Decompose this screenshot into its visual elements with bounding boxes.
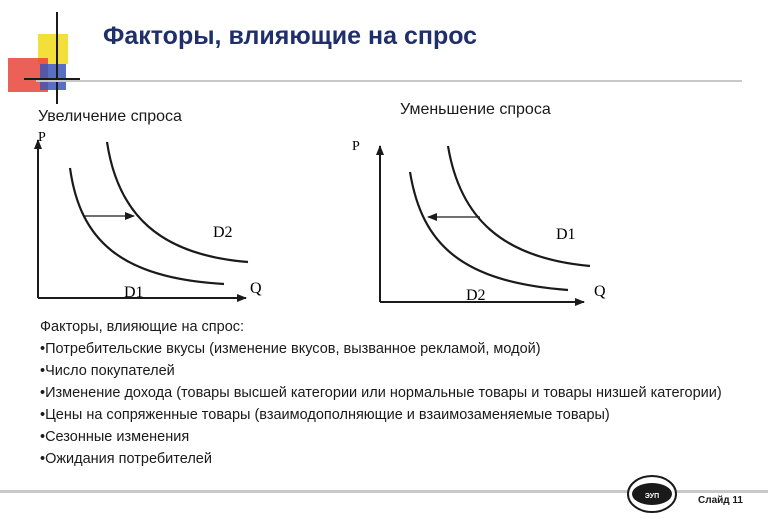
list-item: •Цены на сопряженные товары (взаимодополняющие и взаимозаменяемые товары) xyxy=(40,407,610,423)
increase-curve-label-d1: D1 xyxy=(124,284,144,301)
decrease-chart-title: Уменьшение спроса xyxy=(400,101,551,118)
increase-curve-label-d2: D2 xyxy=(213,224,233,241)
decrease-curve-label-d1: D1 xyxy=(556,226,576,243)
list-item: •Число покупателей xyxy=(40,363,175,379)
increase-chart-title: Увеличение спроса xyxy=(38,108,182,125)
increase-curve-d2 xyxy=(107,142,248,262)
list-item: •Сезонные изменения xyxy=(40,429,190,445)
decrease-y-label: P xyxy=(352,139,360,154)
decrease-curve-d2 xyxy=(410,172,568,290)
increase-y-label: P xyxy=(38,130,46,145)
department-logo xyxy=(626,474,678,514)
list-item: •Ожидания потребителей xyxy=(40,451,212,467)
decrease-x-label: Q xyxy=(594,283,606,300)
list-item: •Изменение дохода (товары высшей категории или нормальные товары и товары низшей категории) xyxy=(40,385,722,401)
decrease-curve-label-d2: D2 xyxy=(466,287,486,304)
slide-title: Факторы, влияющие на спрос xyxy=(103,22,478,50)
list-item: •Потребительские вкусы (изменение вкусов, вызванное рекламой, модой) xyxy=(40,341,541,357)
logo-text: ЭУП xyxy=(644,493,660,500)
slide-number: Слайд 11 xyxy=(698,495,743,506)
factors-list xyxy=(40,318,740,468)
factors-heading: Факторы, влияющие на спрос: xyxy=(40,319,245,335)
decrease-curve-d1 xyxy=(448,146,590,266)
increase-x-label: Q xyxy=(250,280,262,297)
